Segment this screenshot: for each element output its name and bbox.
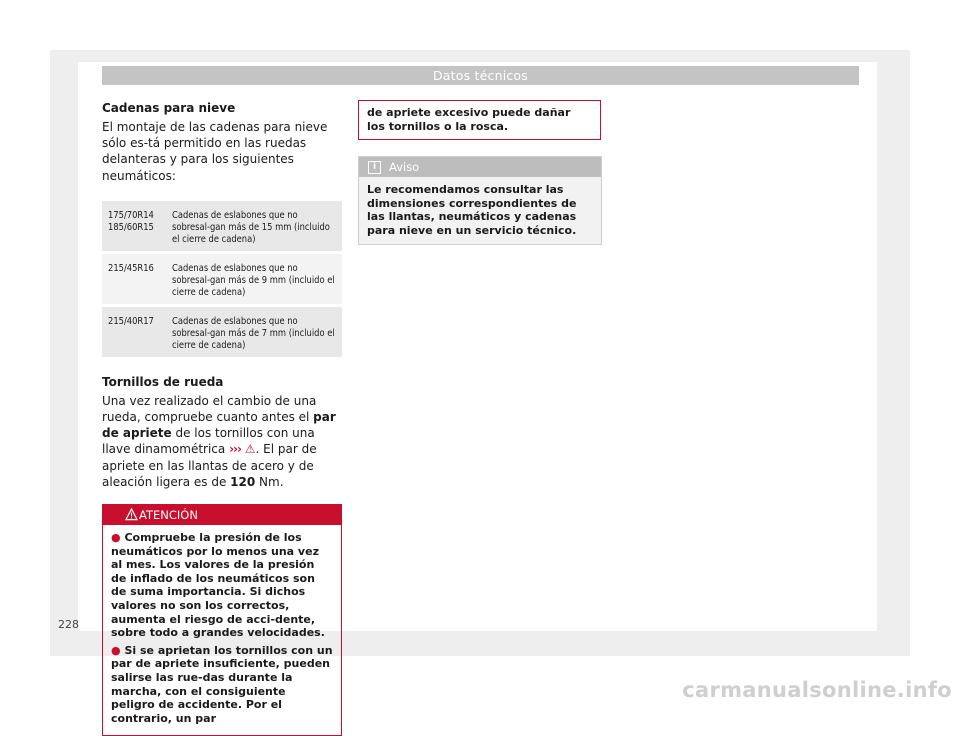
middle-column: [358, 100, 601, 245]
attention-item: [111, 531, 333, 640]
tire-size: 215/45R16: [102, 254, 166, 304]
page-number: 228: [58, 618, 79, 631]
left-column: [102, 100, 342, 736]
attention-box: [102, 504, 342, 736]
notice-body: [359, 177, 601, 243]
bolts-text-1: Una vez realizado el cambio de una rueda, compruebe cuanto antes el: [102, 393, 317, 425]
attention-continued-text: de apriete excesivo puede dañar los tornillos o la rosca.: [367, 106, 571, 133]
tire-size: 175/70R14 185/60R15: [102, 201, 166, 251]
table-row: [102, 201, 342, 251]
torque-unit: Nm.: [255, 474, 284, 489]
chain-desc: Cadenas de eslabones que no sobresal-gan más de 9 mm (incluido el cierre de cadena): [166, 254, 342, 304]
notice-label: Aviso: [389, 160, 420, 175]
bolts-text: [102, 393, 342, 490]
table-row: [102, 307, 342, 357]
page-title: Datos técnicos: [432, 68, 528, 83]
notice-header: [359, 157, 601, 177]
tire-size: 215/40R17: [102, 307, 166, 357]
cross-ref-arrow[interactable]: ›››: [229, 442, 241, 457]
bullet-icon: ●: [111, 531, 121, 545]
table-row: [102, 254, 342, 304]
bolts-text-bold: par de apriete: [102, 410, 336, 441]
chain-desc: Cadenas de eslabones que no sobresal-gan más de 7 mm (incluido el cierre de cadena): [166, 307, 342, 357]
bolts-title: Tornillos de rueda: [102, 374, 224, 389]
notice-text: Le recomendamos consultar las dimensiones correspondientes de las llantas, neumáticos y cadenas para nieve en un servicio técnico.: [367, 183, 577, 237]
chains-title: Cadenas para nieve: [102, 101, 236, 115]
chain-desc: Cadenas de eslabones que no sobresal-gan más de 15 mm (incluido el cierre de cadena): [166, 201, 342, 251]
bolts-text-2: de los tornillos con una llave dinamométrica: [102, 426, 315, 457]
bullet-icon: ●: [111, 643, 121, 657]
bolts-text-3: . El par de apriete en las llantas de acero y de aleación ligera es de: [102, 442, 317, 489]
watermark: carmanualsonline.info: [682, 678, 952, 702]
notice-box: [358, 156, 602, 244]
torque-value: 120: [230, 474, 256, 489]
attention-body: [103, 525, 341, 735]
warning-triangle-icon: ⚠: [244, 442, 256, 457]
chains-table: [102, 198, 342, 360]
attention-header: [103, 505, 341, 525]
info-icon: i: [368, 161, 381, 174]
attention-continued-box: [358, 100, 601, 140]
chains-intro: El montaje de las cadenas para nieve sólo es-tá permitido en las ruedas delanteras y para los siguientes neumáticos:: [102, 120, 328, 183]
attention-label: ATENCIÓN: [139, 508, 198, 523]
attention-item-text: Compruebe la presión de los neumáticos por lo menos una vez al mes. Los valores de la presión de inflado de los neumáticos son de suma importancia. Si dichos valores no son los correctos, aumenta el riesgo de acci-dente, sobre todo a grandes velocidades.: [111, 531, 325, 640]
attention-item-text: Si se aprietan los tornillos con un par de apriete insuficiente, pueden salirse las rue-das durante la marcha, con el consiguiente peligro de accidente. Por el contrario, un par: [111, 643, 333, 725]
warning-triangle-icon: [125, 508, 138, 521]
attention-item: [111, 644, 333, 726]
